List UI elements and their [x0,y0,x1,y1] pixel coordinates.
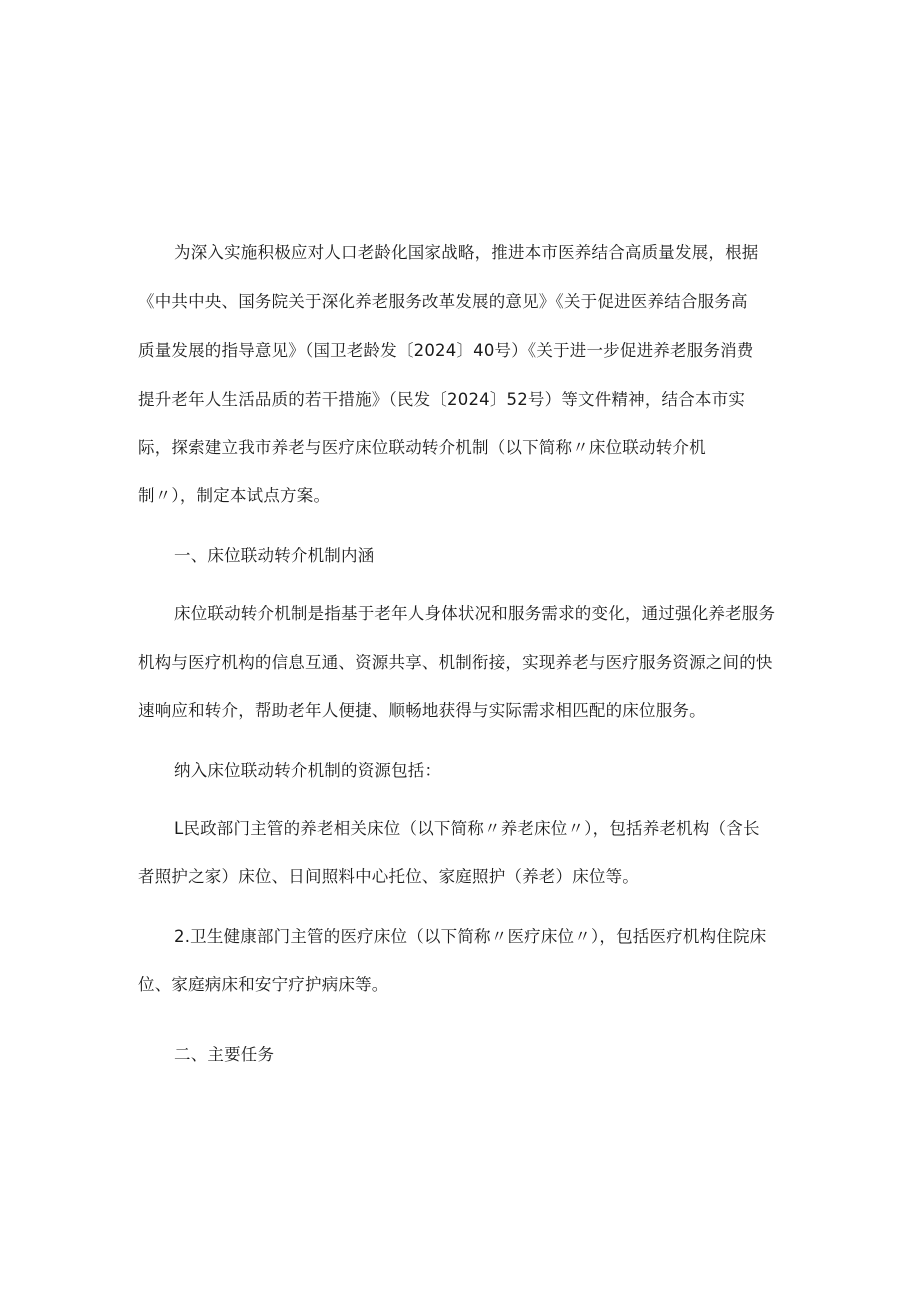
section1-para-line-3: 速响应和转介，帮助老年人便捷、顺畅地获得与实际需求相匹配的床位服务。 [138,701,706,720]
intro-line-2: 《中共中央、国务院关于深化养老服务改革发展的意见》《关于促进医养结合服务高 [138,292,748,311]
resource-item-2-line-2: 位、家庭病床和安宁疗护病床等。 [138,975,389,994]
section1-para-line-1: 床位联动转介机制是指基于老年人身体状况和服务需求的变化，通过强化养老服务 [174,604,776,623]
intro-line-1: 为深入实施积极应对人口老龄化国家战略，推进本市医养结合高质量发展，根据 [174,243,759,262]
intro-line-5: 际，探索建立我市养老与医疗床位联动转介机制（以下简称〃床位联动转介机 [138,438,706,457]
resource-item-1-line-1: L民政部门主管的养老相关床位（以下简称〃养老床位〃），包括养老机构（含长 [174,819,760,838]
intro-line-4: 提升老年人生活品质的若干措施》（民发〔2024〕52号）等文件精神，结合本市实 [138,390,746,409]
resource-item-2-line-1: 2.卫生健康部门主管的医疗床位（以下简称〃医疗床位〃），包括医疗机构住院床 [174,927,767,946]
intro-line-3: 质量发展的指导意见》（国卫老龄发〔2024〕40号）《关于进一步促进养老服务消费 [138,341,754,360]
section-heading-2: 二、主要任务 [174,1045,275,1064]
resources-intro: 纳入床位联动转介机制的资源包括： [174,761,442,780]
intro-line-6: 制〃），制定本试点方案。 [138,486,331,505]
section1-para-line-2: 机构与医疗机构的信息互通、资源共享、机制衔接，实现养老与医疗服务资源之间的快 [138,653,773,672]
resource-item-1-line-2: 者照护之家）床位、日间照料中心托位、家庭照护（养老）床位等。 [138,867,639,886]
section-heading-1: 一、床位联动转介机制内涵 [174,546,375,565]
